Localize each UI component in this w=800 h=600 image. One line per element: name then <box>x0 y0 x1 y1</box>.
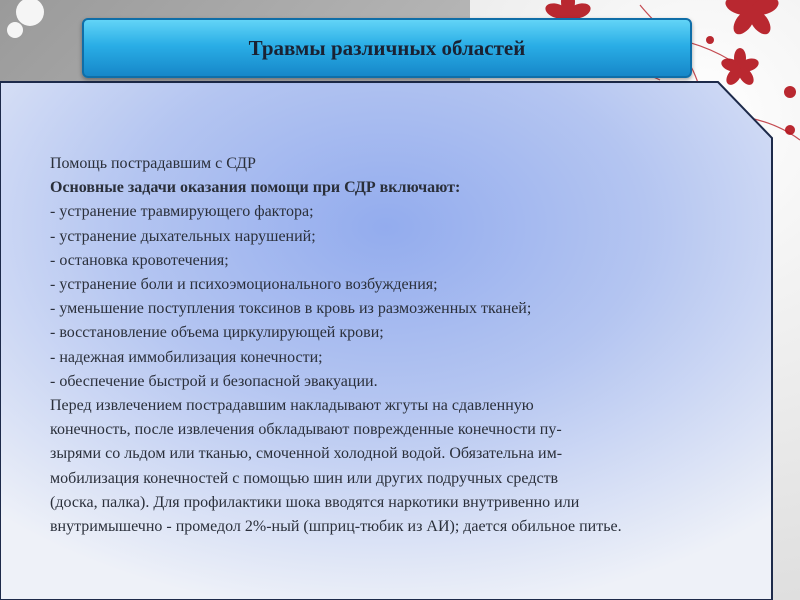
slide-title: Травмы различных областей <box>248 35 526 60</box>
body-subheading: Основные задачи оказания помощи при СДР включают: <box>50 179 461 197</box>
paragraph-line: конечность, после извлечения обкладывают поврежденные конечности пу- <box>50 421 562 439</box>
title-bar <box>82 18 692 78</box>
list-item: - восстановление объема циркулирующей крови; <box>50 324 384 342</box>
paragraph-line: Перед извлечением пострадавшим накладывают жгуты на сдавленную <box>50 397 534 415</box>
list-item: - уменьшение поступления токсинов в кровь из размозженных тканей; <box>50 300 532 318</box>
slide-body <box>50 152 760 539</box>
list-item: - устранение травмирующего фактора; <box>50 203 314 221</box>
paragraph-line: внутримышечно - промедол 2%-ный (шприц-тюбик из АИ); дается обильное питье. <box>50 518 622 536</box>
body-heading: Помощь пострадавшим с СДР <box>50 155 256 172</box>
paragraph-line: зырями со льдом или тканью, смоченной холодной водой. Обязательна им- <box>50 445 563 463</box>
list-item: - обеспечение быстрой и безопасной эвакуации. <box>50 372 378 390</box>
list-item: - устранение дыхательных нарушений; <box>50 227 316 245</box>
paragraph-line: мобилизация конечностей с помощью шин или других подручных средств <box>50 469 559 487</box>
list-item: - остановка кровотечения; <box>50 251 229 269</box>
list-item: - надежная иммобилизация конечности; <box>50 348 323 366</box>
paragraph-line: (доска, палка). Для профилактики шока вводятся наркотики внутривенно или <box>50 493 580 511</box>
list-item: - устранение боли и психоэмоционального возбуждения; <box>50 276 438 294</box>
